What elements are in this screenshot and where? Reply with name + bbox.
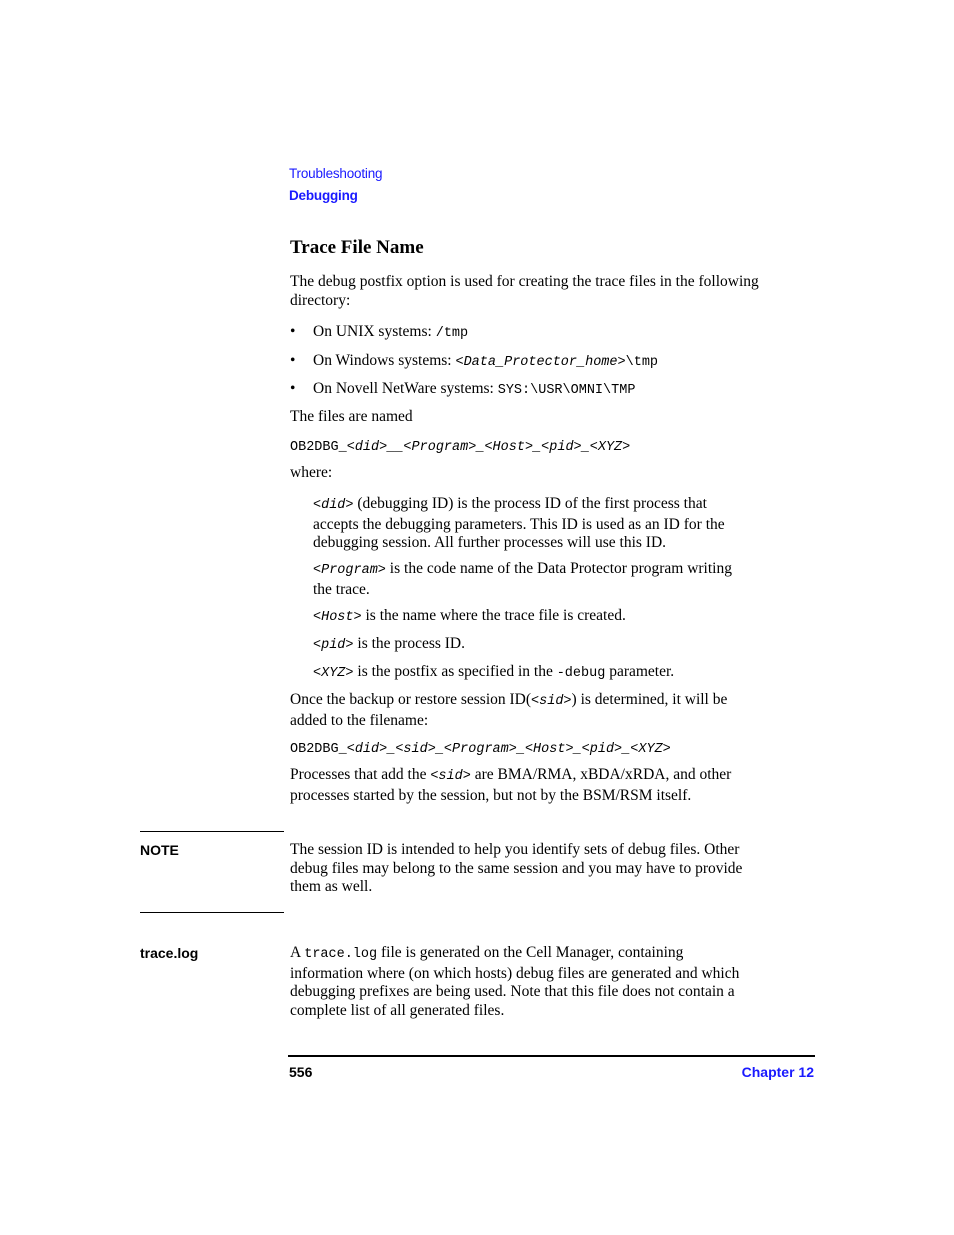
definition-text: is the name where the trace file is created.: [361, 607, 626, 624]
path-variable: <Data_Protector_home>: [455, 355, 626, 370]
path-value: /tmp: [435, 326, 469, 341]
definition-text: debugging session. All further processes will use this ID.: [313, 534, 667, 551]
term-sid: <sid>: [531, 694, 572, 709]
definition-xyz: [313, 663, 813, 684]
note-top-rule: [140, 831, 284, 832]
processes-paragraph: [290, 766, 820, 805]
bullet-unix: [313, 323, 468, 344]
para-text: A: [290, 944, 305, 961]
definition-did: [313, 495, 813, 553]
definition-text: (debugging ID) is the process ID of the first process that: [353, 495, 707, 512]
definition-text: is the postfix as specified in the: [353, 663, 557, 680]
para-text: ) is determined, it will be: [571, 691, 728, 708]
note-line: them as well.: [290, 878, 373, 895]
breadcrumb-current[interactable]: Debugging: [289, 188, 358, 203]
para-text: processes started by the session, but not by the BSM/RSM itself.: [290, 786, 692, 804]
note-line: debug files may belong to the same session and you may have to provide: [290, 859, 743, 877]
filename-pattern: [290, 437, 630, 455]
intro-paragraph: The debug postfix option is used for creating the trace files in the following directory:: [290, 273, 759, 309]
term-sid: <sid>: [430, 769, 471, 784]
note-bottom-rule: [140, 912, 284, 913]
para-text: debugging prefixes are being used. Note that this file does not contain a: [290, 983, 735, 1000]
bullet-marker: •: [290, 352, 296, 369]
bullet-windows: [313, 352, 658, 373]
page-number: 556: [289, 1064, 313, 1080]
para-text: Once the backup or restore session ID(: [290, 691, 532, 708]
note-line: The session ID is intended to help you identify sets of debug files. Other: [290, 841, 740, 858]
path-value: \tmp: [625, 355, 659, 370]
trace-log-text: [290, 944, 820, 1020]
session-paragraph: [290, 691, 820, 730]
trace-log-filename: trace.log: [304, 947, 378, 962]
filename-prefix: OB2DBG_: [290, 440, 347, 455]
path-value: SYS:\USR\OMNI\TMP: [497, 383, 636, 398]
definition-program: [313, 560, 813, 599]
bullet-marker: •: [290, 380, 296, 397]
bullet-label: On Novell NetWare systems:: [313, 380, 498, 397]
definition-text: parameter.: [605, 663, 675, 680]
definition-text: is the code name of the Data Protector program writing: [385, 560, 732, 577]
para-text: added to the filename:: [290, 711, 429, 729]
para-text: file is generated on the Cell Manager, containing: [377, 944, 684, 961]
note-label: NOTE: [140, 842, 179, 858]
filename-pattern-2: [290, 739, 671, 757]
definition-pid: [313, 635, 813, 656]
para-text: Processes that add the: [290, 766, 431, 783]
filename-parts: <did>__<Program>_<Host>_<pid>_<XYZ>: [346, 440, 631, 455]
where-label: where:: [290, 464, 333, 481]
bullet-marker: •: [290, 323, 296, 340]
term-did: <did>: [313, 498, 354, 513]
trace-log-label: trace.log: [140, 945, 199, 961]
term-pid: <pid>: [313, 638, 354, 653]
bullet-label: On UNIX systems:: [313, 323, 436, 340]
definition-text: the trace.: [313, 580, 370, 598]
bullet-label: On Windows systems:: [313, 352, 456, 369]
section-title: Trace File Name: [290, 237, 424, 258]
filename-parts: <did>_<sid>_<Program>_<Host>_<pid>_<XYZ>: [346, 742, 671, 757]
debug-parameter: -debug: [556, 666, 606, 681]
para-text: information where (on which hosts) debug files are generated and which: [290, 964, 740, 982]
footer-rule: [288, 1055, 815, 1057]
definition-text: accepts the debugging parameters. This ID is used as an ID for the: [313, 515, 725, 533]
files-named-text: The files are named: [290, 408, 413, 425]
filename-prefix: OB2DBG_: [290, 742, 347, 757]
definition-host: [313, 607, 813, 628]
term-host: <Host>: [313, 610, 362, 625]
bullet-netware: [313, 380, 635, 401]
term-program: <Program>: [313, 563, 386, 578]
note-text: [290, 841, 820, 897]
para-text: complete list of all generated files.: [290, 1001, 505, 1019]
chapter-link[interactable]: Chapter 12: [741, 1064, 814, 1080]
definition-text: is the process ID.: [353, 635, 466, 652]
breadcrumb-parent[interactable]: Troubleshooting: [289, 166, 383, 181]
para-text: are BMA/RMA, xBDA/xRDA, and other: [470, 766, 732, 783]
term-xyz: <XYZ>: [313, 666, 354, 681]
